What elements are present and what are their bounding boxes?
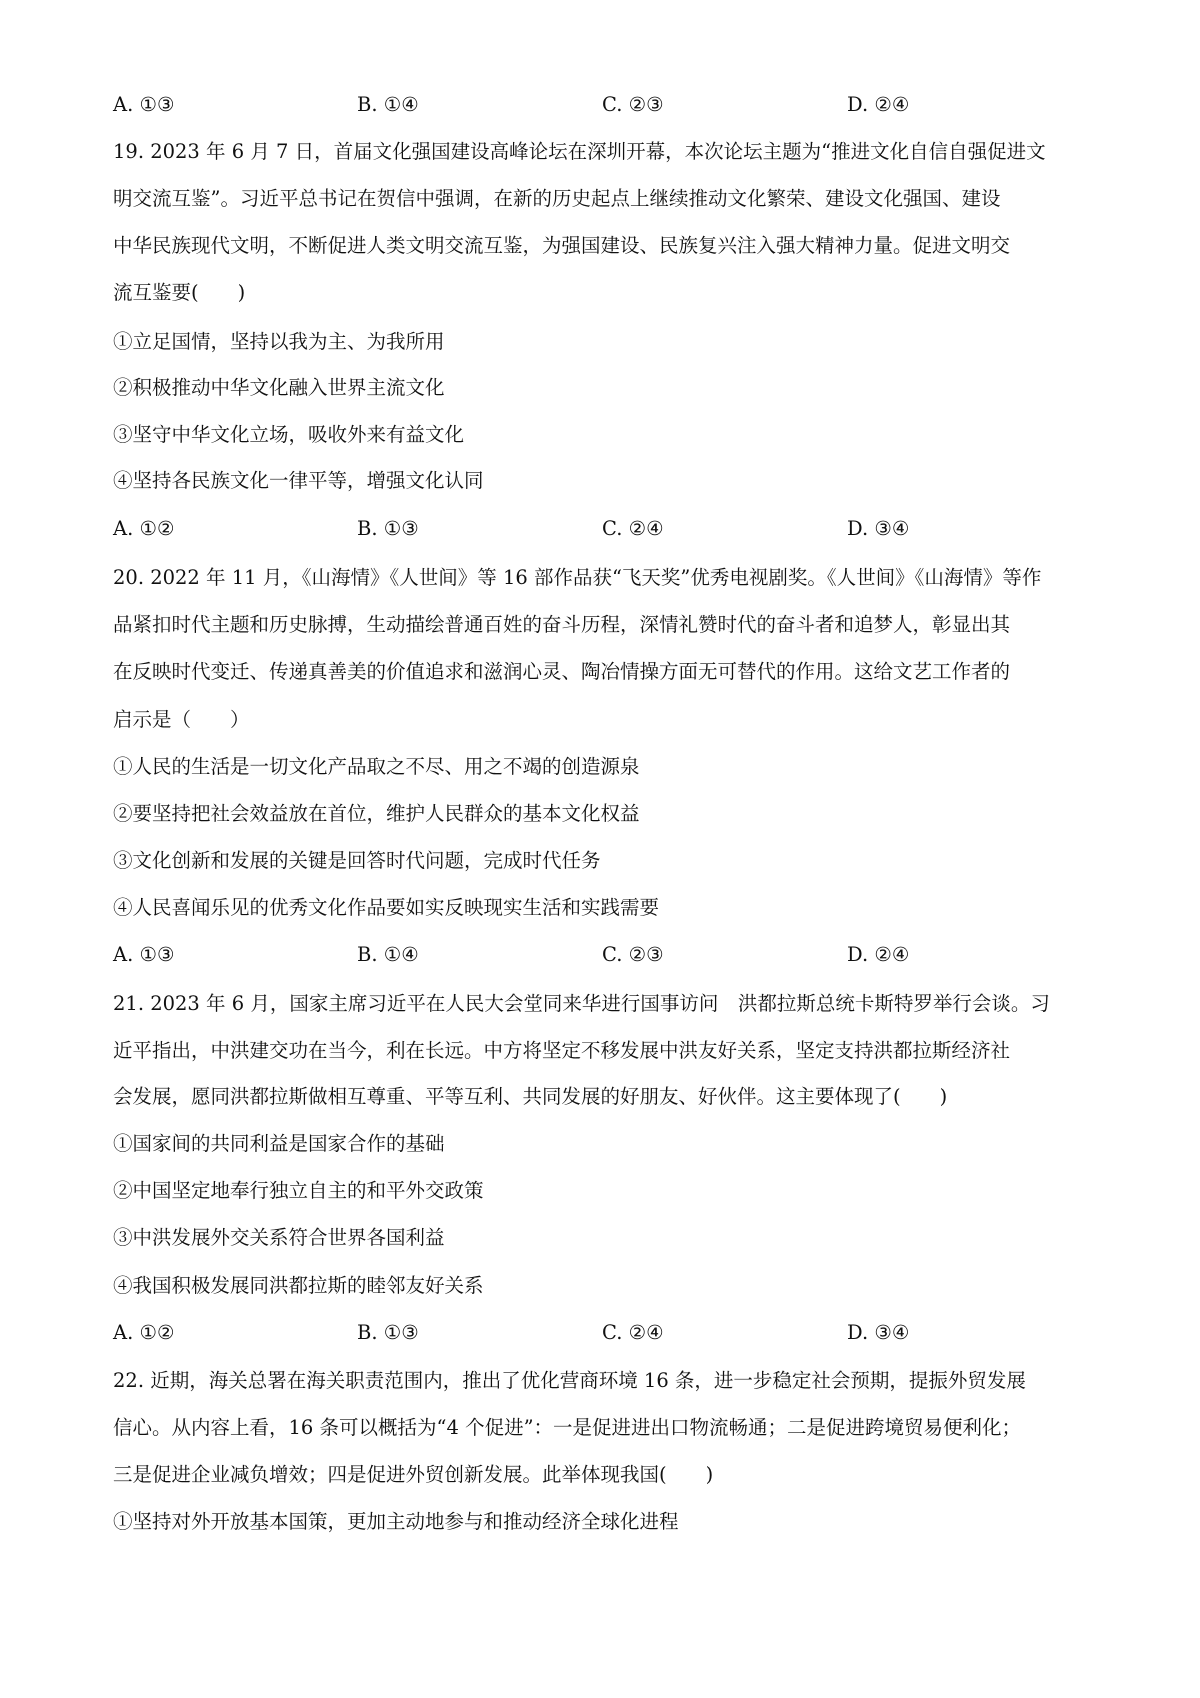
question-20-option-c: C. ②③: [602, 943, 664, 966]
question-21-statement-4: ④我国积极发展同洪都拉斯的睦邻友好关系: [113, 1274, 484, 1297]
question-21-option-b: B. ①③: [357, 1321, 419, 1344]
question-21-stem-line: 21. 2023 年 6 月，国家主席习近平在人民大会堂同来华进行国事访问 洪都拉斯总统卡斯特罗举行会谈。习: [113, 992, 1050, 1015]
question-21-statement-3: ③中洪发展外交关系符合世界各国利益: [113, 1226, 445, 1249]
question-20-statement-2: ②要坚持把社会效益放在首位，维护人民群众的基本文化权益: [113, 802, 640, 825]
question-22-stem-line: 22. 近期，海关总署在海关职责范围内，推出了优化营商环境 16 条，进一步稳定社会预期，提振外贸发展: [113, 1369, 1026, 1392]
question-20-stem-line: 在反映时代变迁、传递真善美的价值追求和滋润心灵、陶冶情操方面无可替代的作用。这给文艺工作者的: [113, 660, 1011, 683]
question-20-option-d: D. ②④: [847, 943, 910, 966]
question-20-option-a: A. ①③: [113, 943, 175, 966]
question-21-option-d: D. ③④: [847, 1321, 910, 1344]
question-20-stem-line: 品紧扣时代主题和历史脉搏，生动描绘普通百姓的奋斗历程，深情礼赞时代的奋斗者和追梦人，彰显出其: [113, 613, 1011, 636]
question-22-statement-1: ①坚持对外开放基本国策，更加主动地参与和推动经济全球化进程: [113, 1510, 679, 1533]
question-19-option-d: D. ③④: [847, 517, 910, 540]
question-21-stem-line: 近平指出，中洪建交功在当今，利在长远。中方将坚定不移发展中洪友好关系，坚定支持洪都拉斯经济社: [113, 1039, 1011, 1062]
question-19-stem-line: 19. 2023 年 6 月 7 日，首届文化强国建设高峰论坛在深圳开幕，本次论坛主题为“推进文化自信自强促进文: [113, 140, 1046, 163]
question-19-statement-2: ②积极推动中华文化融入世界主流文化: [113, 376, 445, 399]
question-19-option-b: B. ①③: [357, 517, 419, 540]
question-19-stem-line: 流互鉴要( ): [113, 281, 246, 304]
question-19-option-c: C. ②④: [602, 517, 664, 540]
question-19-stem-line: 中华民族现代文明，不断促进人类文明交流互鉴，为强国建设、民族复兴注入强大精神力量。促进文明交: [113, 234, 1011, 257]
question-22-stem-line: 三是促进企业减负增效；四是促进外贸创新发展。此举体现我国( ): [113, 1463, 714, 1486]
question-19-statement-4: ④坚持各民族文化一律平等，增强文化认同: [113, 469, 484, 492]
question-19-statement-3: ③坚守中华文化立场，吸收外来有益文化: [113, 423, 465, 446]
question-22-stem-line: 信心。从内容上看，16 条可以概括为“4 个促进”：一是促进进出口物流畅通；二是促进跨境贸易便利化；: [113, 1416, 1022, 1439]
option-d: D. ②④: [847, 93, 910, 116]
question-20-stem-line: 20. 2022 年 11 月，《山海情》《人世间》等 16 部作品获“飞天奖”优秀电视剧奖。《人世间》《山海情》等作: [113, 566, 1042, 589]
option-b: B. ①④: [357, 93, 419, 116]
question-20-statement-1: ①人民的生活是一切文化产品取之不尽、用之不竭的创造源泉: [113, 755, 640, 778]
question-20-statement-4: ④人民喜闻乐见的优秀文化作品要如实反映现实生活和实践需要: [113, 896, 660, 919]
option-c: C. ②③: [602, 93, 664, 116]
question-20-statement-3: ③文化创新和发展的关键是回答时代问题，完成时代任务: [113, 849, 601, 872]
question-21-stem-line: 会发展，愿同洪都拉斯做相互尊重、平等互利、共同发展的好朋友、好伙伴。这主要体现了( ): [113, 1085, 948, 1108]
question-21-statement-1: ①国家间的共同利益是国家合作的基础: [113, 1132, 445, 1155]
question-21-option-c: C. ②④: [602, 1321, 664, 1344]
question-20-stem-line: 启示是（ ）: [113, 708, 250, 731]
question-19-option-a: A. ①②: [113, 517, 175, 540]
question-21-statement-2: ②中国坚定地奉行独立自主的和平外交政策: [113, 1179, 484, 1202]
question-20-option-b: B. ①④: [357, 943, 419, 966]
option-a: A. ①③: [113, 93, 175, 116]
question-19-stem-line: 明交流互鉴”。习近平总书记在贺信中强调，在新的历史起点上继续推动文化繁荣、建设文化强国、建设: [113, 187, 1001, 210]
question-21-option-a: A. ①②: [113, 1321, 175, 1344]
question-19-statement-1: ①立足国情，坚持以我为主、为我所用: [113, 330, 445, 353]
